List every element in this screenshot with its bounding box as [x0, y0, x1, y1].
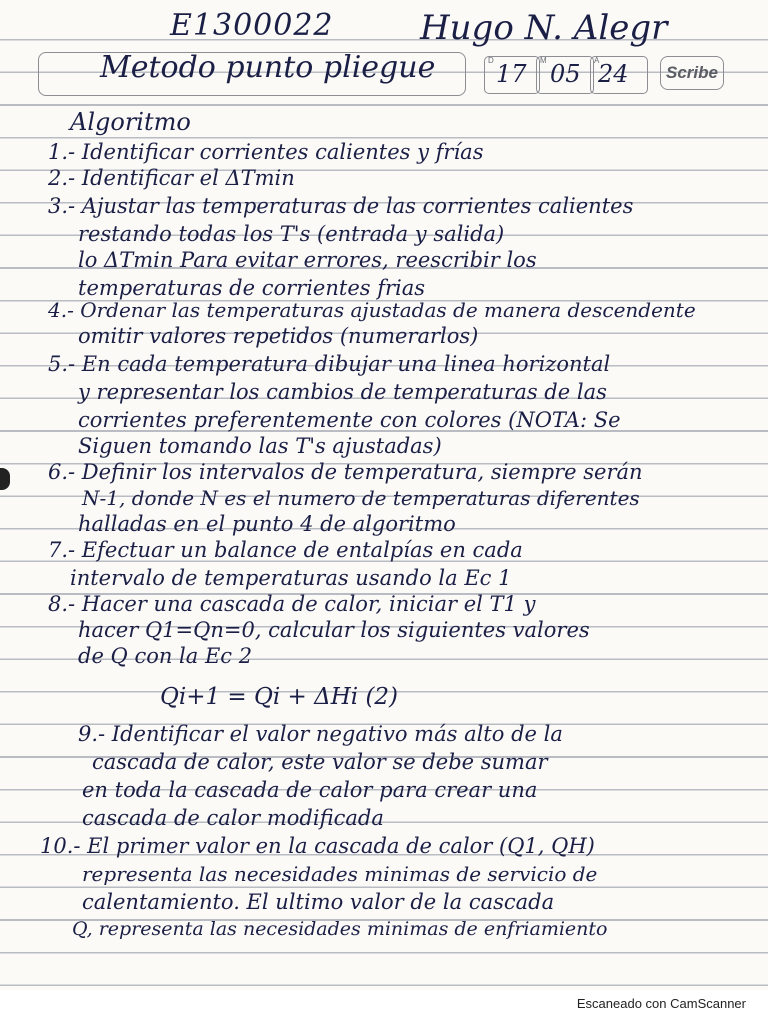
page-title: Metodo punto pliegue [100, 50, 436, 85]
date-month: 05 [550, 60, 581, 88]
step-line: 8.- Hacer una cascada de calor, iniciar el T1 y [48, 592, 536, 616]
step-line: de Q con la Ec 2 [78, 644, 253, 668]
date-year-tag: A [594, 56, 600, 65]
date-day: 17 [496, 60, 527, 88]
step-line: Q, representa las necesidades minimas de enfriamiento [72, 918, 608, 940]
step-line: Siguen tomando las T's ajustadas) [78, 434, 442, 458]
step-line: hacer Q1=Qn=0, calcular los siguientes valores [78, 618, 590, 642]
step-line: en toda la cascada de calor para crear una [82, 778, 538, 802]
scanner-footer [0, 990, 768, 1024]
step-line: 7.- Efectuar un balance de entalpías en cada [48, 538, 523, 562]
step-line: corrientes preferentemente con colores (NOTA: Se [78, 408, 621, 432]
equation-2: Qi+1 = Qi + ΔHi (2) [160, 684, 399, 710]
step-line: lo ΔTmin Para evitar errores, reescribir los [78, 248, 537, 272]
scribe-logo: Scribe [660, 56, 724, 90]
step-line: 5.- En cada temperatura dibujar una linea horizontal [48, 352, 611, 376]
step-line: 6.- Definir los intervalos de temperatura, siempre serán [48, 460, 643, 484]
student-id: E1300022 [170, 8, 334, 43]
step-line: intervalo de temperaturas usando la Ec 1 [70, 566, 512, 590]
binder-hole [0, 468, 10, 490]
step-line: temperaturas de corrientes frias [78, 276, 426, 300]
step-line: 4.- Ordenar las temperaturas ajustadas de manera descendente [48, 298, 696, 322]
step-line: halladas en el punto 4 de algoritmo [78, 512, 456, 536]
date-month-tag: M [540, 56, 547, 65]
step-line: cascada de calor modificada [82, 806, 384, 830]
step-line: representa las necesidades minimas de servicio de [82, 862, 598, 886]
author-name: Hugo N. Alegr [420, 8, 668, 48]
scanner-watermark: Escaneado con CamScanner [576, 996, 746, 1011]
step-line: 9.- Identificar el valor negativo más alto de la [78, 722, 563, 746]
step-line: N-1, donde N es el numero de temperaturas diferentes [82, 486, 640, 510]
step-line: 3.- Ajustar las temperaturas de las corrientes calientes [48, 194, 634, 218]
step-line: cascada de calor, este valor se debe sumar [92, 750, 548, 774]
section-heading: Algoritmo [70, 108, 191, 136]
step-line: 10.- El primer valor en la cascada de calor (Q1, QH) [40, 834, 595, 858]
step-line: omitir valores repetidos (numerarlos) [78, 324, 479, 348]
step-line: 2.- Identificar el ΔTmin [48, 166, 295, 190]
step-line: calentamiento. El ultimo valor de la cascada [82, 890, 555, 914]
step-line: restando todas los T's (entrada y salida) [78, 222, 505, 246]
step-line: 1.- Identificar corrientes calientes y frías [48, 140, 484, 164]
step-line: y representar los cambios de temperaturas de las [78, 380, 607, 404]
date-year: 24 [598, 60, 629, 88]
date-day-tag: D [488, 56, 494, 65]
